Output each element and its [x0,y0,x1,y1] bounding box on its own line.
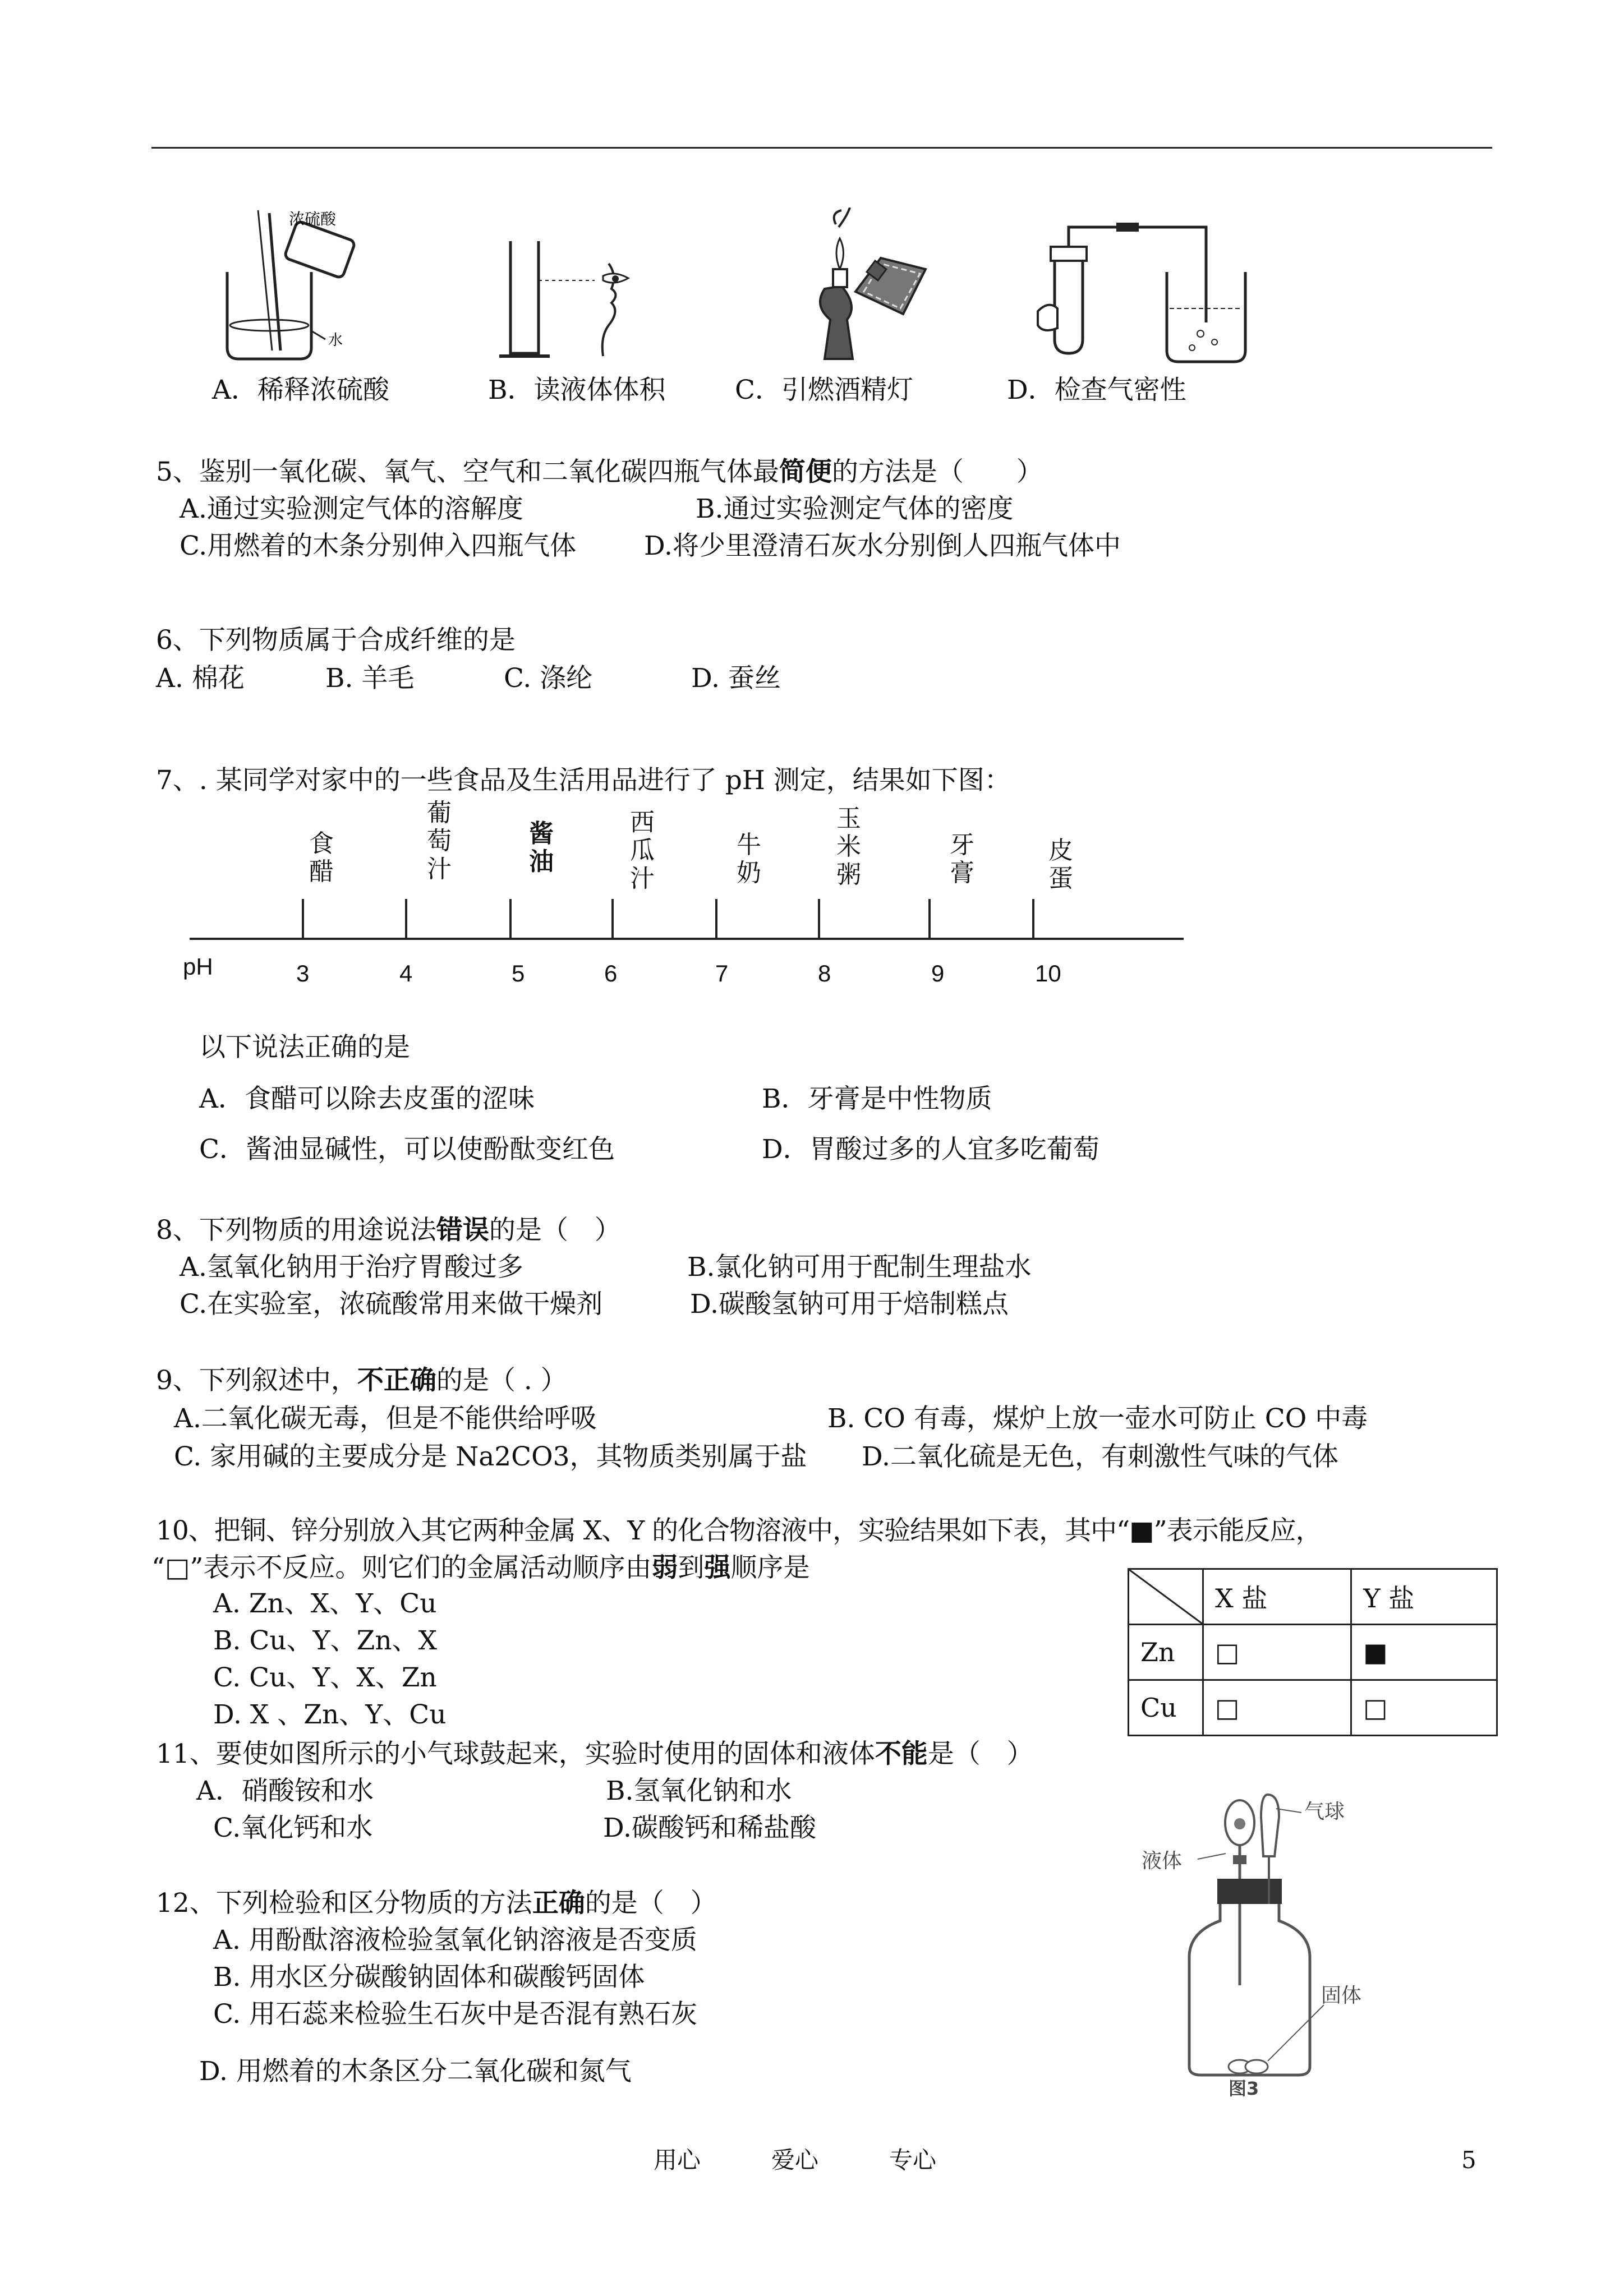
q10-line2-pre: “□”表示不反应。则它们的金属活动顺序由 [151,1552,652,1583]
figure-caption: 图3 [1229,2078,1259,2097]
ph-tick-9 [928,899,931,938]
q7-option-a: A．食醋可以除去皮蛋的涩味 [199,1084,535,1114]
table-corner [1129,1569,1203,1625]
table-cu-y: □ [1351,1680,1497,1736]
table-row [1129,1680,1497,1736]
q11-option-d: D.碳酸钙和稀盐酸 [603,1813,816,1843]
q6-stem: 6、下列物质属于合成纤维的是 [156,625,516,656]
ph-value-8: 8 [818,960,831,986]
ph-value-9: 9 [931,960,945,986]
q12-option-d: D. 用燃着的木条区分二氧化碳和氮气 [199,2056,632,2087]
q8-stem-pre: 8、下列物质的用途说法 [156,1215,436,1246]
q11-stem [156,1737,1033,1771]
q4-figure-dilute-acid [216,199,384,362]
ph-value-6: 6 [604,960,618,986]
ph-axis-label: pH [183,953,213,980]
q12-stem [156,1887,717,1920]
q8-stem [156,1214,621,1247]
ph-value-10: 10 [1035,960,1061,986]
ph-tick-8 [818,899,820,938]
table-col-y: Y 盐 [1351,1569,1497,1625]
q6-option-c: C. 涤纶 [504,663,593,694]
table-metal-cu: Cu [1129,1680,1203,1736]
header-rule [151,147,1492,149]
q4-option-c: C．引燃酒精灯 [735,375,913,405]
table-zn-y: ■ [1351,1625,1497,1680]
table-header-row [1129,1569,1497,1625]
q9-stem-post: 的是（ . ） [436,1365,567,1396]
q7-option-c: C．酱油显碱性，可以使酚酞变红色 [199,1134,615,1165]
q9-option-d: D.二氧化硫是无色，有刺激性气味的气体 [862,1441,1338,1472]
ph-value-5: 5 [512,960,525,986]
table-col-x: X 盐 [1203,1569,1351,1625]
food-label-corn-porridge: 玉米粥 [836,804,861,889]
food-label-vinegar: 食醋 [309,829,334,886]
q4-option-d: D．检查气密性 [1007,375,1186,405]
food-label-preserved-egg: 皮蛋 [1048,836,1073,893]
balloon-apparatus-figure [1139,1783,1430,2097]
q6-option-d: D. 蚕丝 [691,663,781,694]
footer-motto: 用心 爱心 专心 [654,2146,937,2174]
q5-stem-pre: 5、鉴别一氧化碳、氧气、空气和二氧化碳四瓶气体最 [156,457,779,487]
q4-figure-read-volume [496,236,642,365]
q8-option-d: D.碳酸氢钠可用于焙制糕点 [690,1289,1009,1320]
q11-option-c: C.氧化钙和水 [213,1813,373,1843]
q5-option-b: B.通过实验测定气体的密度 [696,494,1014,524]
q4-figure-airtightness [1032,216,1268,367]
q9-stem-pre: 9、下列叙述中， [156,1365,357,1396]
q10-option-a: A. Zn、X、Y、Cu [213,1588,437,1619]
q10-option-c: C. Cu、Y、X、Zn [213,1662,437,1693]
food-label-toothpaste: 牙膏 [950,831,974,887]
q7-sub: 以下说法正确的是 [199,1032,410,1063]
food-label-soy-sauce: 酱油 [529,819,554,876]
ph-value-7: 7 [715,960,729,986]
q7-option-d: D．胃酸过多的人宜多吃葡萄 [762,1134,1099,1165]
q8-stem-post: 的是（ ） [489,1215,621,1246]
ph-tick-7 [715,899,717,938]
q12-option-c: C. 用石蕊来检验生石灰中是否混有熟石灰 [213,1999,698,2030]
q11-stem-bold: 不能 [875,1739,928,1769]
q8-option-c: C.在实验室，浓硫酸常用来做干燥剂 [180,1289,603,1320]
q10-option-d: D. X 、Zn、Y、Cu [213,1699,447,1730]
q5-option-c: C.用燃着的木条分别伸入四瓶气体 [180,531,577,561]
q12-option-b: B. 用水区分碳酸钠固体和碳酸钙固体 [213,1962,645,1993]
q5-option-d: D.将少里澄清石灰水分别倒人四瓶气体中 [644,531,1121,561]
q10-line2-post: 顺序是 [730,1552,810,1583]
solid-label: 固体 [1321,1984,1362,2007]
q8-stem-bold: 错误 [436,1215,489,1246]
ph-tick-6 [611,899,614,938]
ph-axis-line [190,938,1184,940]
q12-option-a: A. 用酚酞溶液检验氢氧化钠溶液是否变质 [213,1925,697,1956]
q10-option-b: B. Cu、Y、Zn、X [213,1625,438,1656]
reaction-table [1128,1568,1498,1736]
q6-option-b: B. 羊毛 [325,663,415,694]
ph-tick-4 [405,899,407,938]
q4-figure-light-lamp [797,208,965,365]
q5-stem-post: 的方法是（ ） [831,457,1043,487]
ph-value-3: 3 [296,960,310,986]
q10-weak: 弱 [651,1552,678,1583]
balloon-label: 气球 [1304,1800,1345,1823]
q10-strong: 强 [704,1552,731,1583]
table-zn-x: □ [1203,1625,1351,1680]
q10-line2 [151,1551,809,1585]
q9-option-b: B. CO 有毒，煤炉上放一壶水可防止 CO 中毒 [827,1403,1368,1434]
q8-option-b: B.氯化钠可用于配制生理盐水 [687,1252,1032,1283]
ph-tick-5 [509,899,512,938]
page-number: 5 [1461,2146,1476,2174]
q12-stem-bold: 正确 [532,1888,585,1919]
q5-stem [156,455,1043,489]
table-metal-zn: Zn [1129,1625,1203,1680]
ph-tick-10 [1032,899,1034,938]
table-row [1129,1625,1497,1680]
q9-option-c: C. 家用碱的主要成分是 Na2CO3，其物质类别属于盐 [174,1441,807,1472]
acid-label: 浓硫酸 [289,210,337,228]
q4-option-b: B．读液体体积 [488,375,666,405]
q10-to: 到 [678,1552,705,1583]
corner-diagonal [1129,1570,1202,1624]
liquid-label: 液体 [1142,1850,1183,1873]
q11-option-a: A．硝酸铵和水 [196,1776,374,1806]
q9-stem [156,1364,567,1398]
q8-option-a: A.氢氧化钠用于治疗胃酸过多 [180,1252,523,1283]
q7-stem: 7、. 某同学对家中的一些食品及生活用品进行了 pH 测定，结果如下图： [156,765,1011,796]
food-label-watermelon-juice: 西瓜汁 [630,808,655,893]
ph-tick-3 [302,899,304,938]
q4-option-a: A．稀释浓硫酸 [212,375,389,405]
q9-option-a: A.二氧化碳无毒，但是不能供给呼吸 [174,1403,597,1434]
water-label: 水 [328,332,343,349]
table-cu-x: □ [1203,1680,1351,1736]
q5-stem-bold: 简便 [779,457,832,487]
q10-line1: 10、把铜、锌分别放入其它两种金属 X、Y 的化合物溶液中，实验结果如下表，其中“■”表示能反应， [156,1515,1322,1546]
q11-option-b: B.氢氧化钠和水 [606,1776,792,1806]
q9-stem-bold: 不正确 [357,1365,436,1396]
q5-option-a: A.通过实验测定气体的溶解度 [180,494,523,524]
q12-stem-pre: 12、下列检验和区分物质的方法 [156,1888,532,1919]
q11-stem-post: 是（ ） [927,1739,1033,1769]
ph-value-4: 4 [399,960,413,986]
q12-stem-post: 的是（ ） [585,1888,717,1919]
q11-stem-pre: 11、要使如图所示的小气球鼓起来，实验时使用的固体和液体 [156,1739,875,1769]
food-label-grape-juice: 葡萄汁 [427,799,452,883]
q6-option-a: A. 棉花 [156,663,245,694]
q7-option-b: B．牙膏是中性物质 [762,1084,992,1114]
food-label-milk: 牛奶 [737,831,761,887]
